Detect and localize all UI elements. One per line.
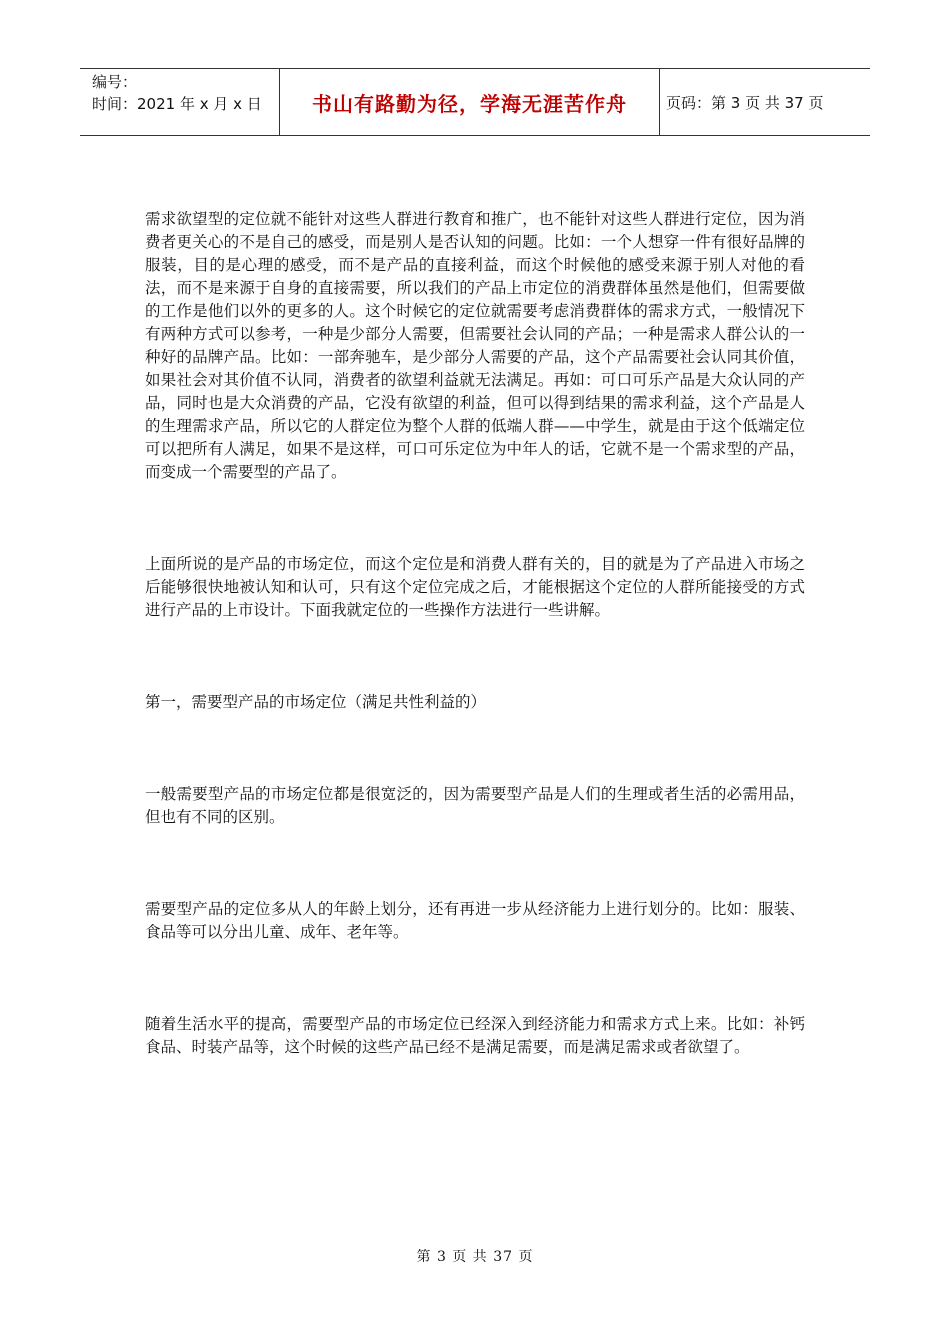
paragraph-5: 需要型产品的定位多从人的年龄上划分，还有再进一步从经济能力上进行划分的。比如：服装、食品等可以分出儿童、成年、老年等。 <box>145 900 805 941</box>
paragraph-6: 随着生活水平的提高，需要型产品的市场定位已经深入到经济能力和需求方式上来。比如：补钙食品、时装产品等，这个时候的这些产品已经不是满足需要，而是满足需求或者欲望了。 <box>145 1015 805 1056</box>
paragraph-2: 上面所说的是产品的市场定位，而这个定位是和消费人群有关的，目的就是为了产品进入市场之后能够很快地被认知和认可，只有这个定位完成之后，才能根据这个定位的人群所能接受的方式进行产品的上市设计。下面我就定位的一些操作方法进行一些讲解。 <box>145 555 805 619</box>
time-label: 时间：2021 年 x 月 x 日 <box>92 95 262 113</box>
document-body <box>145 208 805 1059</box>
header-meta <box>80 69 280 135</box>
page-footer: 第 3 页 共 37 页 <box>416 1249 534 1265</box>
paragraph-3: 第一，需要型产品的市场定位（满足共性利益的） <box>145 693 487 711</box>
header-page-info: 页码：第 3 页 共 37 页 <box>666 93 824 112</box>
paragraph-1: 需求欲望型的定位就不能针对这些人群进行教育和推广，也不能针对这些人群进行定位，因为消费者更关心的不是自己的感受，而是别人是否认知的问题。比如：一个人想穿一件有很好品牌的服装，目的是心理的感受，而不是产品的直接利益，而这个时候他的感受来源于别人对他的看法，而不是来源于自身的直接需要，所以我们的产品上市定位的消费群体虽然是他们，但需要做的工作是他们以外的更多的人。这个时候它的定位就需要考虑消费群体的需求方式，一般情况下有两种方式可以参考，一种是少部分人需要，但需要社会认同的产品；一种是需求人群公认的一种好的品牌产品。比如：一部奔驰车，是少部分人需要的产品，这个产品需要社会认同其价值，如果社会对其价值不认同，消费者的欲望利益就无法满足。再如：可口可乐产品是大众认同的产品，同时也是大众消费的产品，它没有欲望的利益，但可以得到结果的需求利益，这个产品是人的生理需求产品，所以它的人群定位为整个人群的低端人群——中学生，就是由于这个低端定位可以把所有人满足，如果不是这样，可口可乐定位为中年人的话，它就不是一个需求型的产品，而变成一个需要型的产品了。 <box>145 210 805 481</box>
paragraph-4: 一般需要型产品的市场定位都是很宽泛的，因为需要型产品是人们的生理或者生活的必需用品，但也有不同的区别。 <box>145 785 805 826</box>
page-header <box>80 68 870 136</box>
number-label: 编号： <box>92 73 138 91</box>
header-motto: 书山有路勤为径，学海无涯苦作舟 <box>280 69 660 135</box>
